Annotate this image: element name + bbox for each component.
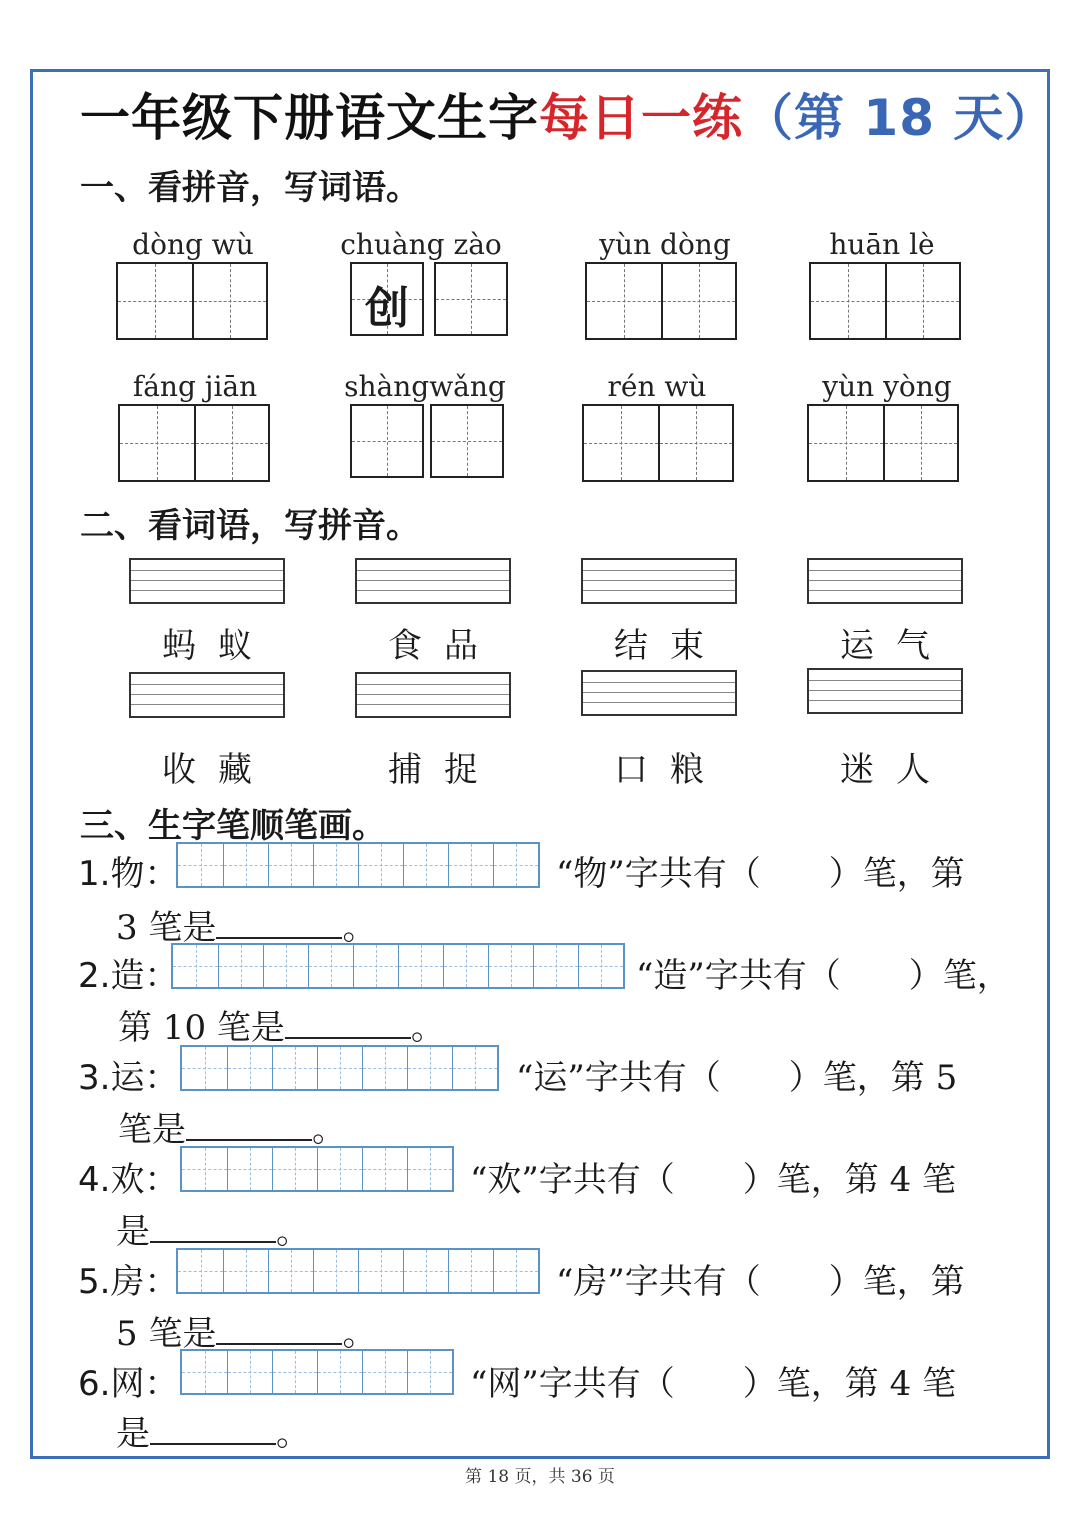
- pinyin-writing-lines[interactable]: [129, 672, 285, 718]
- question-cont-suffix: 。: [276, 1212, 310, 1252]
- question-continuation: [116, 1406, 310, 1455]
- answer-blank[interactable]: [150, 1213, 276, 1243]
- tianzi-grid[interactable]: [809, 262, 961, 340]
- page-footer: 第 18 页，共 36 页: [465, 1467, 615, 1487]
- question-cont-prefix: 笔是: [118, 1110, 186, 1150]
- answer-blank[interactable]: [216, 909, 342, 939]
- title-part-3: （第 18 天）: [743, 89, 1056, 147]
- vocab-word: 食品: [388, 626, 500, 666]
- answer-blank[interactable]: [216, 1315, 342, 1345]
- question-cont-prefix: 3 笔是: [116, 908, 217, 948]
- question-label: 4.欢：: [78, 1160, 179, 1200]
- title-part-1: 一年级下册语文生字: [80, 89, 539, 147]
- vocab-word: 结束: [614, 626, 726, 666]
- answer-blank[interactable]: [150, 1415, 276, 1445]
- question-text: “物”字共有（ ）笔，第: [556, 854, 965, 894]
- tianzi-grid[interactable]: [350, 262, 508, 336]
- pinyin-label: dòng wù: [132, 228, 254, 261]
- question-label: 1.物：: [78, 854, 179, 894]
- question-label: 5.房：: [78, 1262, 179, 1302]
- pinyin-writing-lines[interactable]: [355, 672, 511, 718]
- question-continuation: [118, 1000, 445, 1049]
- tianzi-grid[interactable]: [807, 404, 959, 482]
- pinyin-writing-lines[interactable]: [581, 558, 737, 604]
- question-cont-suffix: 。: [410, 1008, 445, 1048]
- pinyin-writing-lines[interactable]: [581, 670, 737, 716]
- pinyin-label: yùn dòng: [599, 228, 731, 261]
- question-cont-suffix: 。: [312, 1110, 346, 1150]
- pinyin-writing-lines[interactable]: [355, 558, 511, 604]
- question-text: “网”字共有（ ）笔，第 4 笔: [470, 1364, 957, 1404]
- question-cont-suffix: 。: [342, 908, 377, 948]
- question-label: 3.运：: [78, 1058, 179, 1098]
- question-cont-prefix: 5 笔是: [116, 1314, 217, 1354]
- stroke-order-grid[interactable]: [180, 1349, 454, 1395]
- tianzi-grid[interactable]: [118, 404, 270, 482]
- stroke-order-grid[interactable]: [171, 943, 625, 989]
- question-text: “欢”字共有（ ）笔，第 4 笔: [470, 1160, 957, 1200]
- stroke-order-grid[interactable]: [180, 1146, 454, 1192]
- title-part-2: 每日一练: [539, 89, 743, 147]
- tianzi-grid[interactable]: [582, 404, 734, 482]
- pinyin-label: huān lè: [829, 228, 935, 261]
- answer-blank[interactable]: [285, 1009, 411, 1039]
- vocab-word: 捕捉: [388, 750, 500, 790]
- page-title: [80, 78, 1055, 150]
- pinyin-writing-lines[interactable]: [129, 558, 285, 604]
- tianzi-grid[interactable]: [116, 262, 268, 340]
- tianzi-grid[interactable]: [585, 262, 737, 340]
- vocab-word: 收藏: [162, 750, 274, 790]
- stroke-order-grid[interactable]: [180, 1045, 499, 1091]
- question-text: “造”字共有（ ）笔，: [636, 956, 1011, 996]
- tianzi-grid[interactable]: [350, 404, 504, 478]
- question-continuation: [118, 1102, 346, 1151]
- question-label: 2.造：: [78, 956, 179, 996]
- vocab-word: 口粮: [614, 750, 726, 790]
- pinyin-writing-lines[interactable]: [807, 668, 963, 714]
- pinyin-label: fáng jiān: [132, 370, 258, 403]
- question-cont-suffix: 。: [276, 1414, 310, 1454]
- vocab-word: 蚂蚁: [162, 626, 274, 666]
- section-2-heading: 二、看词语，写拼音。: [80, 506, 420, 546]
- question-cont-prefix: 第 10 笔是: [118, 1008, 285, 1048]
- question-continuation: [116, 1204, 310, 1253]
- stroke-order-grid[interactable]: [176, 1248, 540, 1294]
- question-continuation: [116, 1306, 376, 1355]
- stroke-order-grid[interactable]: [176, 842, 540, 888]
- pinyin-label: rén wù: [607, 370, 707, 403]
- question-cont-prefix: 是: [116, 1212, 150, 1252]
- pinyin-writing-lines[interactable]: [807, 558, 963, 604]
- answer-blank[interactable]: [186, 1111, 312, 1141]
- question-label: 6.网：: [78, 1364, 179, 1404]
- pinyin-label: yùn yòng: [822, 370, 952, 403]
- pinyin-label: chuàng zào: [340, 228, 502, 261]
- pinyin-label: shàngwǎng: [344, 370, 506, 403]
- section-3-heading: 三、生字笔顺笔画。: [80, 806, 386, 846]
- question-cont-prefix: 是: [116, 1414, 150, 1454]
- question-text: “运”字共有（ ）笔，第 5: [516, 1058, 958, 1098]
- grid-char: 创: [365, 283, 409, 334]
- question-continuation: [116, 900, 376, 949]
- section-1-heading: 一、看拼音，写词语。: [80, 168, 420, 208]
- question-text: “房”字共有（ ）笔，第: [556, 1262, 965, 1302]
- question-cont-suffix: 。: [342, 1314, 377, 1354]
- vocab-word: 运气: [840, 626, 952, 666]
- vocab-word: 迷人: [840, 750, 952, 790]
